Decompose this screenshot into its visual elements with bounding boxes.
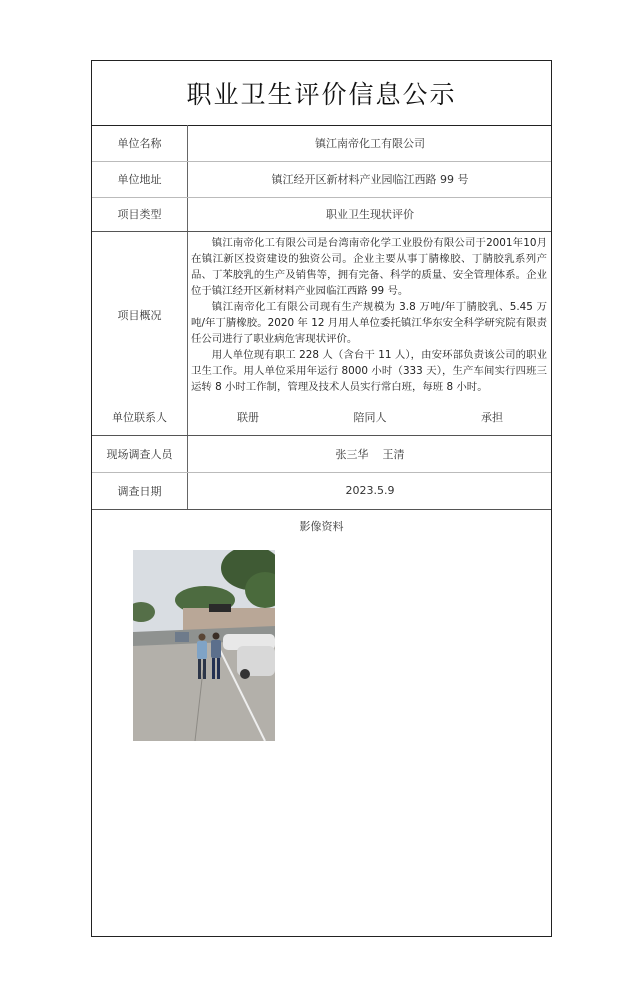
project-overview-text — [187, 233, 551, 397]
row-divider — [92, 231, 551, 232]
unit-address-value: 镇江经开区新材料产业园临江西路 99 号 — [271, 173, 469, 186]
project-overview-label: 项目概况 — [117, 309, 162, 322]
photo-section-title: 影像资料 — [299, 520, 344, 533]
overview-paragraph: 镇江南帝化工有限公司是台湾南帝化学工业股份有限公司于2001年10月在镇江新区投资建设的独资公司。企业主要从事丁腈橡胶、丁腈胶乳系列产品、丁苯胶乳的生产及销售等，拥有完备、科学的质量、安全管理体系。企业位于镇江经开区新材料产业园临江西路 99 号。 — [191, 237, 547, 297]
page-title: 职业卫生评价信息公示 — [92, 61, 551, 126]
contact-item: 联册 — [237, 411, 259, 424]
unit-name-value: 镇江南帝化工有限公司 — [315, 137, 425, 150]
unit-name-label: 单位名称 — [117, 137, 162, 150]
site-photo — [133, 550, 275, 741]
surveyors-label: 现场调查人员 — [106, 447, 173, 461]
contact-item: 承担 — [481, 411, 503, 424]
survey-date-label: 调查日期 — [117, 484, 162, 498]
disclosure-form — [91, 60, 552, 937]
unit-address-label: 单位地址 — [117, 173, 162, 186]
overview-paragraph: 用人单位现有职工 228 人（含台干 11 人），由安环部负责该公司的职业卫生工作。用人单位采用年运行 8000 小时（333 天），生产车间实行四班三运转 8 小时工作制，管理及技术人员实行常白班，每班 8 小时。 — [191, 349, 547, 393]
project-type-value: 职业卫生现状评价 — [326, 208, 414, 221]
project-type-label: 项目类型 — [117, 208, 162, 221]
contact-item: 陪同人 — [353, 411, 387, 424]
survey-date-value: 2023.5.9 — [345, 484, 395, 497]
overview-paragraph: 镇江南帝化工有限公司现有生产规模为 3.8 万吨/年丁腈胶乳、5.45 万吨/年丁腈橡胶。2020 年 12 月用人单位委托镇江华东安全科学研究院有限责任公司进行了职业病危害现状评价。 — [191, 301, 547, 345]
scan-gap — [92, 746, 551, 748]
contacts-label: 单位联系人 — [112, 411, 167, 424]
surveyors-value: 张三华 王清 — [335, 447, 405, 461]
